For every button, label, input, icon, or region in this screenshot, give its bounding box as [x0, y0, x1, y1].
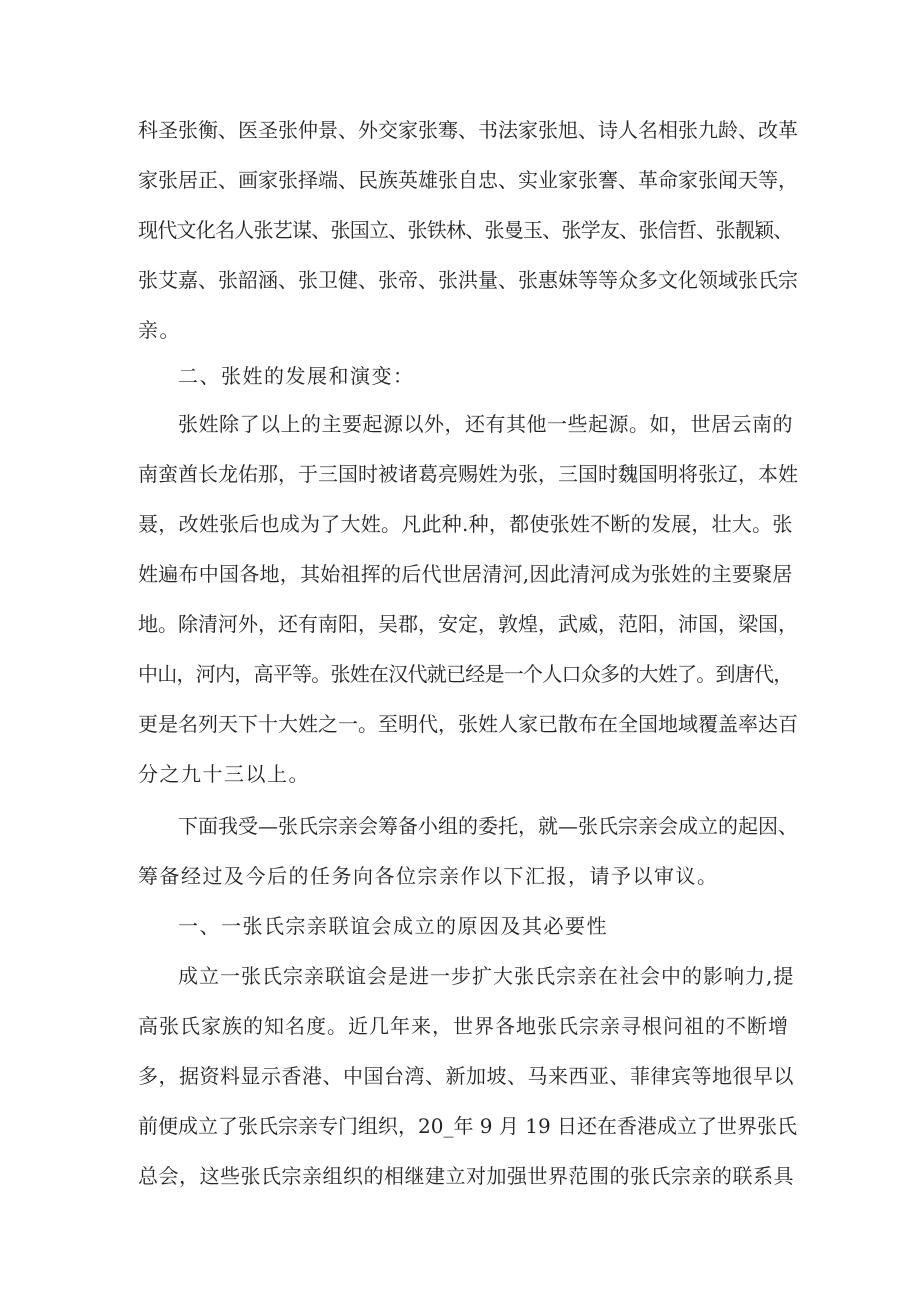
- text-line: 姓遍布中国各地，其始祖挥的后代世居清河,因此清河成为张姓的主要聚居: [138, 562, 793, 586]
- text-line: 前便成立了张氏宗亲专门组织，20_年 9 月 19 日还在香港成立了世界张氏: [138, 1114, 798, 1138]
- text-line: 亲。: [138, 318, 181, 342]
- text-line: 科圣张衡、医圣张仲景、外交家张骞、书法家张旭、诗人名相张九龄、改革: [138, 118, 798, 142]
- text-line: 地。除清河外，还有南阳，吴郡，安定，敦煌，武威，范阳，沛国，梁国，: [138, 612, 798, 636]
- text-line: 张艾嘉、张韶涵、张卫健、张帝、张洪量、张惠妹等等众多文化领域张氏宗: [138, 268, 798, 292]
- text-line: 中山，河内，高平等。张姓在汉代就已经是一个人口众多的大姓了。到唐代，: [138, 662, 793, 686]
- text-line: 张姓除了以上的主要起源以外，还有其他一些起源。如，世居云南的: [178, 412, 793, 436]
- text-line: 南蛮酋长龙佑那，于三国时被诸葛亮赐姓为张，三国时魏国明将张辽，本姓: [138, 462, 798, 486]
- text-line: 分之九十三以上。: [138, 762, 310, 786]
- text-line: 聂，改姓张后也成为了大姓。凡此种.种，都使张姓不断的发展，壮大。张: [138, 512, 793, 536]
- section-heading: 二、张姓的发展和演变：: [178, 364, 415, 388]
- text-line: 高张氏家族的知名度。近几年来，世界各地张氏宗亲寻根问祖的不断增: [138, 1014, 789, 1038]
- text-line: 家张居正、画家张择端、民族英雄张自忠、实业家张謇、革命家张闻天等，: [138, 168, 798, 192]
- text-line: 现代文化名人张艺谋、张国立、张铁林、张曼玉、张学友、张信哲、张靓颖、: [138, 218, 793, 242]
- text-line: 更是名列天下十大姓之一。至明代，张姓人家已散布在全国地域覆盖率达百: [138, 712, 798, 736]
- text-line: 筹备经过及今后的任务向各位宗亲作以下汇报，请予以审议。: [138, 864, 719, 888]
- text-line: 下面我受—张氏宗亲会筹备小组的委托，就—张氏宗亲会成立的起因、: [178, 814, 798, 838]
- text-line: 多，据资料显示香港、中国台湾、新加坡、马来西亚、菲律宾等地很早以: [138, 1064, 794, 1088]
- text-line: 成立一张氏宗亲联谊会是进一步扩大张氏宗亲在社会中的影响力,提: [178, 964, 795, 988]
- section-heading: 一、一张氏宗亲联谊会成立的原因及其必要性: [178, 914, 608, 938]
- text-line: 总会，这些张氏宗亲组织的相继建立对加强世界范围的张氏宗亲的联系具: [138, 1164, 794, 1188]
